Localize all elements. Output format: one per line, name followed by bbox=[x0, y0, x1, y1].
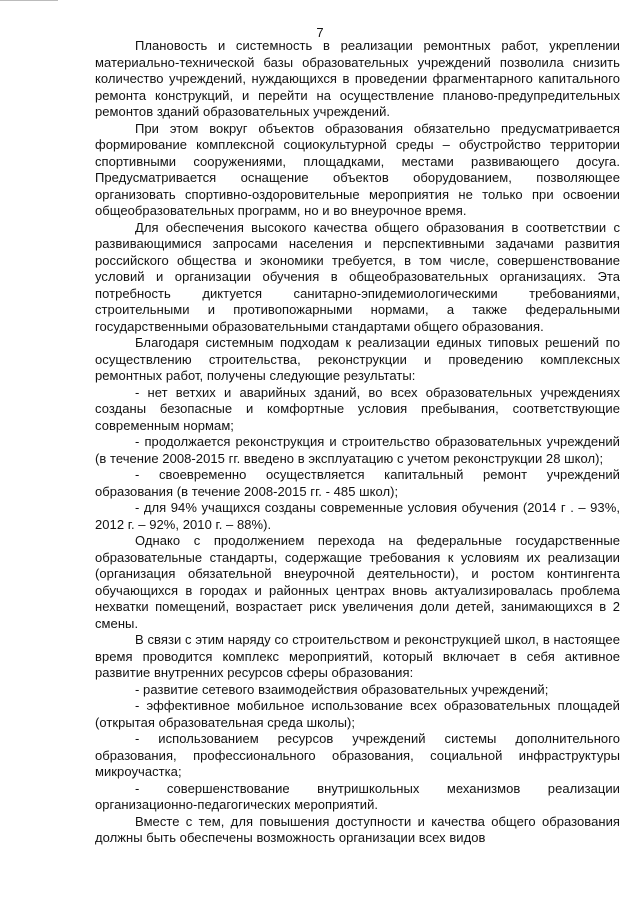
paragraph-standards-transition: Однако с продолжением перехода на федеральные государственные образовательные стандарты, содержащие требования к условиям их реализации (организация обязательной внеурочной деятельности), и ростом контингента обучающихся в городах и районных центрах вновь актуализировалась проблема нехватки помещений, возрастает риск увеличения доли детей, занимающихся в 2 смены. bbox=[95, 533, 620, 631]
paragraph-planning: Плановость и системность в реализации ремонтных работ, укреплении материально-технической базы образовательных учреждений позволила снизить количество учреждений, нуждающихся в проведении фрагментарного капитального ремонта конструкций, и перейти на осуществление планово-предупредительных ремонтов зданий образовательных учреждений. bbox=[95, 38, 620, 119]
paragraph-measures-intro: В связи с этим наряду со строительством и реконструкцией школ, в настоящее время проводится комплекс мероприятий, который включает в себя активное развитие внутренних ресурсов сферы образования: bbox=[95, 632, 620, 680]
list-item-network-interaction: - развитие сетевого взаимодействия образовательных учреждений; bbox=[135, 681, 549, 697]
scan-corner-mark bbox=[0, 0, 58, 4]
paragraph-quality: Для обеспечения высокого качества общего образования в соответствии с развивающимися запросами населения и перспективными задачами развития российского общества и экономики требуется, в том числе, совершенствование условий и организации обучения в общеобразовательных организациях. Эта потребность диктуется санитарно-эпидемиологическими требованиями, строительными и противопожарными нормами, а также федеральными государственными образовательными стандартами общего образования. bbox=[95, 219, 620, 334]
page-body bbox=[95, 38, 620, 847]
list-item-no-dilapidated-buildings: - нет ветхих и аварийных зданий, во всех образовательных учреждениях созданы безопасные и комфортные условия пребывания, соответствующие современным нормам; bbox=[95, 384, 620, 433]
list-item-additional-resources: - использованием ресурсов учреждений системы дополнительного образования, профессионального образования, социальной инфраструктуры микроучастка; bbox=[95, 731, 620, 779]
list-item-modern-conditions: - для 94% учащихся созданы современные условия обучения (2014 г . – 93%, 2012 г. – 92%, 2010 г. – 88%). bbox=[95, 500, 620, 532]
paragraph-accessibility: Вместе с тем, для повышения доступности и качества общего образования должны быть обеспечены возможность организации всех видов bbox=[95, 813, 620, 845]
list-item-space-usage: - эффективное мобильное использование всех образовательных площадей (открытая образовательная среда школы); bbox=[95, 698, 620, 730]
list-item-capital-repair: - своевременно осуществляется капитальный ремонт учреждений образования (в течение 2008-2015 гг. - 485 школ); bbox=[95, 467, 620, 499]
list-item-reconstruction: - продолжается реконструкция и строительство образовательных учреждений (в течение 2008-2015 гг. введено в эксплуатацию с учетом реконструкции 28 школ); bbox=[95, 434, 620, 466]
list-item-intraschool-mechanisms: - совершенствование внутришкольных механизмов реализации организационно-педагогических мероприятий. bbox=[95, 780, 620, 812]
paragraph-environment: При этом вокруг объектов образования обязательно предусматривается формирование комплексной социокультурной среды – обустройство территории спортивными сооружениями, площадками, местами развивающего досуга. Предусматривается оснащение объектов оборудованием, позволяющее организовать спортивно-оздоровительные мероприятия не только при освоении общеобразовательных программ, но и во внеурочное время. bbox=[95, 120, 620, 218]
paragraph-results-intro: Благодаря системным подходам к реализации единых типовых решений по осуществлению строительства, реконструкции и проведению комплексных ремонтных работ, получены следующие результаты: bbox=[95, 335, 620, 383]
page-number: 7 bbox=[316, 25, 324, 40]
